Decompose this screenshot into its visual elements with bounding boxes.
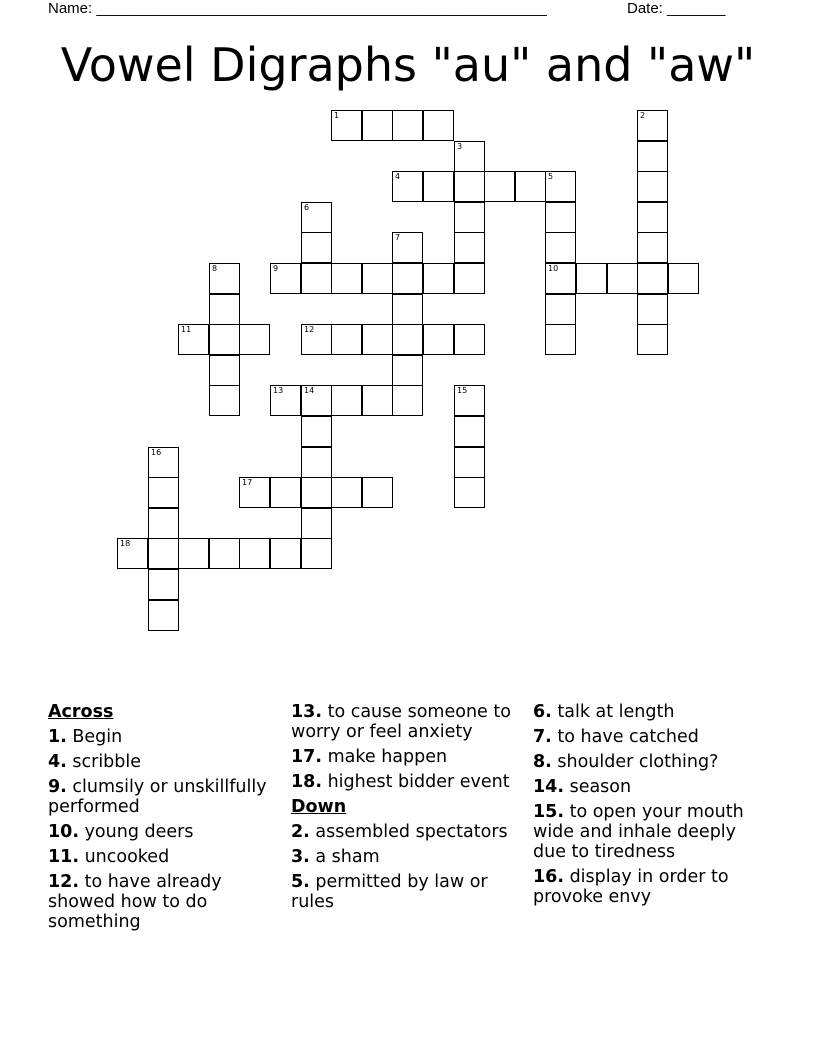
clue-number: 11 bbox=[181, 325, 192, 334]
clue-number: 2 bbox=[640, 111, 646, 120]
clue-number-label: 17. bbox=[291, 747, 323, 767]
clues-column-1 bbox=[48, 702, 283, 937]
grid-cell[interactable] bbox=[454, 263, 485, 294]
grid-cell[interactable] bbox=[301, 263, 332, 294]
clue-item bbox=[533, 802, 768, 862]
grid-cell[interactable] bbox=[637, 263, 668, 294]
grid-cell[interactable] bbox=[637, 110, 668, 141]
clue-item bbox=[533, 777, 768, 797]
grid-cell[interactable] bbox=[331, 385, 362, 416]
grid-cell[interactable] bbox=[117, 538, 148, 569]
grid-cell[interactable] bbox=[270, 477, 301, 508]
clue-number-label: 10. bbox=[48, 822, 80, 842]
clue-text: to cause someone to worry or feel anxiety bbox=[291, 702, 511, 742]
grid-cell[interactable] bbox=[301, 538, 332, 569]
grid-cell[interactable] bbox=[607, 263, 638, 294]
grid-cell[interactable] bbox=[423, 110, 454, 141]
clue-number: 15 bbox=[457, 386, 468, 395]
grid-cell[interactable] bbox=[362, 324, 393, 355]
date-line[interactable]: _______ bbox=[667, 0, 726, 17]
clue-text: uncooked bbox=[79, 847, 170, 867]
grid-cell[interactable] bbox=[423, 171, 454, 202]
clue-number: 12 bbox=[304, 325, 315, 334]
grid-cell[interactable] bbox=[392, 355, 423, 386]
grid-cell[interactable] bbox=[392, 171, 423, 202]
grid-cell[interactable] bbox=[545, 202, 576, 233]
grid-cell[interactable] bbox=[301, 232, 332, 263]
clue-number-label: 16. bbox=[533, 867, 565, 887]
clue-number-label: 18. bbox=[291, 772, 323, 792]
grid-cell[interactable] bbox=[301, 324, 332, 355]
grid-cell[interactable] bbox=[545, 171, 576, 202]
grid-cell[interactable] bbox=[668, 263, 699, 294]
clue-number-label: 14. bbox=[533, 777, 565, 797]
grid-cell[interactable] bbox=[637, 202, 668, 233]
grid-cell[interactable] bbox=[637, 324, 668, 355]
grid-cell[interactable] bbox=[301, 508, 332, 539]
clue-number-label: 1. bbox=[48, 727, 67, 747]
clue-text: talk at length bbox=[551, 702, 675, 722]
clue-number: 8 bbox=[212, 264, 218, 273]
grid-cell[interactable] bbox=[637, 141, 668, 172]
clues-column-3 bbox=[533, 702, 768, 912]
clue-number: 9 bbox=[273, 264, 279, 273]
grid-cell[interactable] bbox=[148, 508, 179, 539]
clue-item bbox=[291, 822, 526, 842]
clue-item bbox=[533, 752, 768, 772]
clue-text: scribble bbox=[66, 752, 142, 772]
grid-cell[interactable] bbox=[454, 447, 485, 478]
clue-number: 5 bbox=[548, 172, 554, 181]
grid-cell[interactable] bbox=[301, 477, 332, 508]
grid-cell[interactable] bbox=[301, 202, 332, 233]
clue-text: make happen bbox=[322, 747, 448, 767]
grid-cell[interactable] bbox=[576, 263, 607, 294]
clue-item bbox=[48, 847, 283, 867]
clue-number: 14 bbox=[304, 386, 315, 395]
clue-number: 4 bbox=[395, 172, 401, 181]
clue-text: permitted by law or rules bbox=[291, 872, 488, 912]
clue-text: display in order to provoke envy bbox=[533, 867, 729, 907]
clue-number: 6 bbox=[304, 203, 310, 212]
clue-number: 3 bbox=[457, 142, 463, 151]
clue-number-label: 3. bbox=[291, 847, 310, 867]
page-title: Vowel Digraphs "au" and "aw" bbox=[60, 38, 756, 92]
grid-cell[interactable] bbox=[362, 263, 393, 294]
clue-item bbox=[533, 867, 768, 907]
grid-cell[interactable] bbox=[423, 324, 454, 355]
clue-text: to open your mouth wide and inhale deeply due to tiredness bbox=[533, 802, 744, 862]
clue-item bbox=[533, 702, 768, 722]
date-field bbox=[627, 0, 725, 17]
across-heading: Across bbox=[48, 702, 114, 722]
grid-cell[interactable] bbox=[454, 232, 485, 263]
clue-text: Begin bbox=[66, 727, 123, 747]
grid-cell[interactable] bbox=[301, 416, 332, 447]
grid-cell[interactable] bbox=[515, 171, 546, 202]
clue-number: 13 bbox=[273, 386, 284, 395]
grid-cell[interactable] bbox=[362, 385, 393, 416]
grid-cell[interactable] bbox=[239, 477, 270, 508]
grid-cell[interactable] bbox=[331, 110, 362, 141]
grid-cell[interactable] bbox=[637, 294, 668, 325]
grid-cell[interactable] bbox=[331, 477, 362, 508]
grid-cell[interactable] bbox=[392, 110, 423, 141]
date-label: Date: bbox=[627, 0, 663, 17]
grid-cell[interactable] bbox=[392, 294, 423, 325]
clue-number-label: 4. bbox=[48, 752, 67, 772]
clue-item bbox=[48, 872, 283, 932]
down-heading: Down bbox=[291, 797, 347, 817]
clue-text: to have already showed how to do something bbox=[48, 872, 222, 932]
clue-text: young deers bbox=[79, 822, 194, 842]
grid-cell[interactable] bbox=[454, 202, 485, 233]
grid-cell[interactable] bbox=[637, 171, 668, 202]
clue-number-label: 6. bbox=[533, 702, 552, 722]
clue-item bbox=[291, 847, 526, 867]
grid-cell[interactable] bbox=[178, 324, 209, 355]
grid-cell[interactable] bbox=[331, 324, 362, 355]
grid-cell[interactable] bbox=[209, 294, 240, 325]
clue-text: shoulder clothing? bbox=[551, 752, 719, 772]
clue-number-label: 12. bbox=[48, 872, 80, 892]
grid-cell[interactable] bbox=[209, 355, 240, 386]
clue-number-label: 15. bbox=[533, 802, 565, 822]
clue-number: 1 bbox=[334, 111, 340, 120]
grid-cell[interactable] bbox=[270, 263, 301, 294]
clue-item bbox=[291, 702, 526, 742]
grid-cell[interactable] bbox=[423, 263, 454, 294]
clue-number-label: 13. bbox=[291, 702, 323, 722]
name-line[interactable]: ______________________________________________________ bbox=[96, 0, 547, 17]
clue-item bbox=[291, 747, 526, 767]
clue-item bbox=[291, 872, 526, 912]
clue-text: highest bidder event bbox=[322, 772, 510, 792]
clue-item bbox=[48, 822, 283, 842]
grid-cell[interactable] bbox=[362, 477, 393, 508]
clue-number: 16 bbox=[151, 448, 162, 457]
clue-item bbox=[48, 727, 283, 747]
grid-cell[interactable] bbox=[148, 447, 179, 478]
down-clue-list bbox=[291, 822, 526, 912]
grid-cell[interactable] bbox=[209, 324, 240, 355]
name-label: Name: bbox=[48, 0, 93, 17]
grid-cell[interactable] bbox=[545, 263, 576, 294]
clue-number: 7 bbox=[395, 233, 401, 242]
across-clue-list-continued bbox=[291, 702, 526, 792]
clue-number: 17 bbox=[242, 478, 253, 487]
clue-text: assembled spectators bbox=[309, 822, 508, 842]
clue-text: a sham bbox=[309, 847, 380, 867]
clue-number-label: 2. bbox=[291, 822, 310, 842]
grid-cell[interactable] bbox=[454, 141, 485, 172]
grid-cell[interactable] bbox=[392, 324, 423, 355]
grid-cell[interactable] bbox=[239, 324, 270, 355]
grid-cell[interactable] bbox=[148, 569, 179, 600]
grid-cell[interactable] bbox=[270, 385, 301, 416]
grid-cell[interactable] bbox=[331, 263, 362, 294]
grid-cell[interactable] bbox=[484, 171, 515, 202]
clue-number: 18 bbox=[120, 539, 131, 548]
down-clue-list-continued bbox=[533, 702, 768, 907]
grid-cell[interactable] bbox=[301, 385, 332, 416]
grid-cell[interactable] bbox=[239, 538, 270, 569]
clue-number-label: 5. bbox=[291, 872, 310, 892]
across-clue-list bbox=[48, 727, 283, 932]
grid-cell[interactable] bbox=[454, 385, 485, 416]
grid-cell[interactable] bbox=[392, 232, 423, 263]
grid-cell[interactable] bbox=[209, 385, 240, 416]
clue-number-label: 11. bbox=[48, 847, 80, 867]
grid-cell[interactable] bbox=[209, 538, 240, 569]
clue-item bbox=[291, 772, 526, 792]
name-field bbox=[48, 0, 547, 17]
grid-cell[interactable] bbox=[148, 538, 179, 569]
clue-number-label: 7. bbox=[533, 727, 552, 747]
grid-cell[interactable] bbox=[454, 477, 485, 508]
grid-cell[interactable] bbox=[454, 324, 485, 355]
grid-cell[interactable] bbox=[270, 538, 301, 569]
grid-cell[interactable] bbox=[454, 416, 485, 447]
grid-cell[interactable] bbox=[545, 294, 576, 325]
crossword-grid bbox=[117, 110, 699, 631]
clue-number-label: 8. bbox=[533, 752, 552, 772]
clue-number: 10 bbox=[548, 264, 559, 273]
grid-cell[interactable] bbox=[301, 447, 332, 478]
grid-cell[interactable] bbox=[392, 263, 423, 294]
grid-cell[interactable] bbox=[178, 538, 209, 569]
grid-cell[interactable] bbox=[454, 171, 485, 202]
grid-cell[interactable] bbox=[545, 324, 576, 355]
grid-cell[interactable] bbox=[392, 385, 423, 416]
clue-text: season bbox=[564, 777, 632, 797]
grid-cell[interactable] bbox=[209, 263, 240, 294]
clue-text: clumsily or unskillfully performed bbox=[48, 777, 267, 817]
grid-cell[interactable] bbox=[362, 110, 393, 141]
clue-number-label: 9. bbox=[48, 777, 67, 797]
clue-item bbox=[533, 727, 768, 747]
clue-item bbox=[48, 752, 283, 772]
grid-cell[interactable] bbox=[545, 232, 576, 263]
grid-cell[interactable] bbox=[148, 477, 179, 508]
grid-cell[interactable] bbox=[148, 600, 179, 631]
clue-item bbox=[48, 777, 283, 817]
clues-column-2 bbox=[291, 702, 526, 917]
clue-text: to have catched bbox=[551, 727, 699, 747]
grid-cell[interactable] bbox=[637, 232, 668, 263]
